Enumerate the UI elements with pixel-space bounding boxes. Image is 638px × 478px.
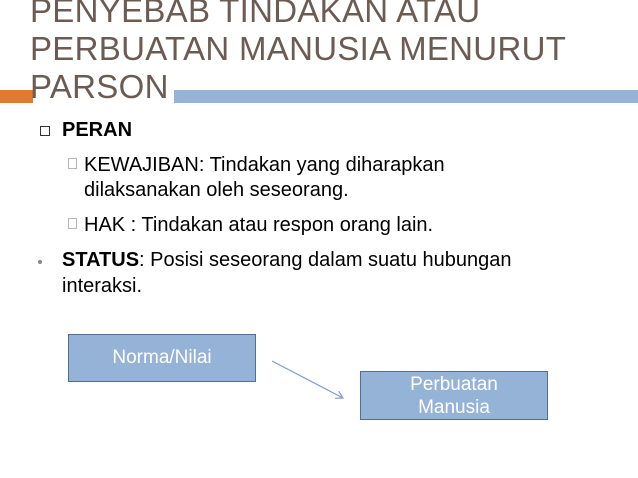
title-line-1: PENYEBAB TINDAKAN ATAU: [30, 0, 481, 29]
box-norma-nilai-label: Norma/Nilai: [112, 347, 212, 368]
sub-bullet-kewajiban-line2: dilaksanakan oleh seseorang.: [84, 179, 349, 201]
box-perbuatan-label: Perbuatan: [410, 374, 498, 395]
sub-bullet-hak: HAK : Tindakan atau respon orang lain.: [84, 214, 434, 236]
box-manusia-label: Manusia: [418, 397, 490, 418]
sub-bullet-kewajiban-line1: KEWAJIBAN: Tindakan yang diharapkan: [84, 154, 445, 176]
title-line-3: PARSON: [30, 68, 169, 105]
box-perbuatan-manusia: [360, 371, 548, 420]
bullet-status-line2: interaksi.: [62, 275, 143, 297]
title-line-2: PERBUATAN MANUSIA MENURUT: [30, 30, 567, 67]
status-label: STATUS: [62, 249, 140, 271]
status-text: : Posisi seseorang dalam suatu hubungan: [139, 249, 512, 271]
bullet-peran: PERAN: [62, 119, 133, 141]
